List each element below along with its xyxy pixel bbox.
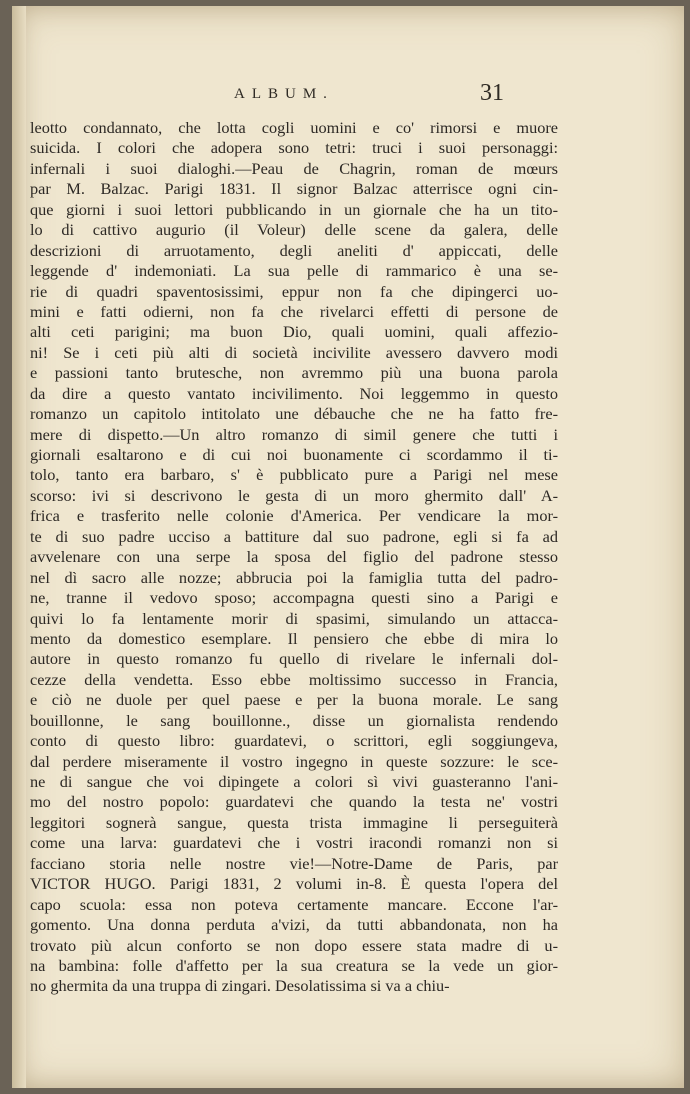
text-line: scorso: ivi si descrivono le gesta di un moro ghermito dall' A- xyxy=(30,485,558,505)
text-line: mini e fatti odierni, non fa che rivelarci effetti di persone de xyxy=(30,301,558,321)
text-line: e passioni tanto brutesche, non avremmo più una buona parola xyxy=(30,363,558,383)
text-line: come una larva: guardatevi che i vostri iracondi romanzi non si xyxy=(30,833,558,853)
text-line: cezze della vendetta. Esso ebbe moltissimo successo in Francia, xyxy=(30,669,558,689)
text-line: dal perdere miseramente il vostro ingegno in queste sozzure: le sce- xyxy=(30,751,558,771)
text-line: avvelenare con una serpe la sposa del figlio del padrone stesso xyxy=(30,547,558,567)
text-line: leggende d' indemoniati. La sua pelle di rammarico è una se- xyxy=(30,261,558,281)
text-line: suicida. I colori che adopera sono tetri: truci i suoi personaggi: xyxy=(30,138,558,158)
text-line: mento da domestico esemplare. Il pensiero che ebbe di mira lo xyxy=(30,628,558,648)
body-text xyxy=(30,118,558,997)
text-line: ne di sangue che voi dipingete a colori sì vivi guasteranno l'ani- xyxy=(30,772,558,791)
text-line: facciano storia nelle nostre vie!—Notre-Dame de Paris, par xyxy=(30,853,558,873)
text-line: bouillonne, le sang bouillonne., disse un giornalista rendendo xyxy=(30,710,558,730)
text-line: descrizioni di arruotamento, degli aneliti d' appiccati, delle xyxy=(30,240,558,260)
text-line: lo di cattivo augurio (il Voleur) delle scene da galera, delle xyxy=(30,220,558,240)
text-line: mere di dispetto.—Un altro romanzo di simil genere che tutti i xyxy=(30,424,558,444)
running-header xyxy=(12,80,684,114)
text-line: na bambina: folle d'affetto per la sua creatura se la vede un gior- xyxy=(30,955,558,975)
text-line: alti ceti parigini; ma buon Dio, quali uomini, quali affezio- xyxy=(30,322,558,342)
text-line: da dire a questo vantato incivilimento. Noi leggemmo in questo xyxy=(30,383,558,403)
text-line: capo scuola: essa non poteva certamente mancare. Eccone l'ar- xyxy=(30,894,558,914)
text-line: ne, tranne il vedovo sposo; accompagna questi sino a Parigi e xyxy=(30,588,558,608)
text-line: frica e trasferito nelle colonie d'America. Per vendicare la mor- xyxy=(30,506,558,526)
text-line: te di suo padre ucciso a battiture dal suo padrone, egli si fa ad xyxy=(30,526,558,546)
text-line: ni! Se i ceti più alti di società incivilite avessero davvero modi xyxy=(30,342,558,362)
book-page xyxy=(12,6,684,1088)
page-number: 31 xyxy=(480,80,504,106)
text-line: autore in questo romanzo fu quello di rivelare le infernali dol- xyxy=(30,649,558,669)
text-line: trovato più alcun conforto se non dopo essere stata madre di u- xyxy=(30,935,558,955)
text-line: conto di questo libro: guardatevi, o scrittori, egli soggiungeva, xyxy=(30,731,558,751)
text-line: mo del nostro popolo: guardatevi che quando la testa ne' vostri xyxy=(30,792,558,812)
text-line: par M. Balzac. Parigi 1831. Il signor Balzac atterrisce ogni cin- xyxy=(30,179,558,199)
text-line: leggitori sognerà sangue, questa trista immagine li perseguiterà xyxy=(30,812,558,832)
text-line: rie di quadri spaventosissimi, eppur non fa che dipingerci uo- xyxy=(30,281,558,301)
text-line: quivi lo fa lentamente morir di spasimi, simulando un attacca- xyxy=(30,608,558,628)
text-line: tolo, tanto era barbaro, s' è pubblicato pure a Parigi nel mese xyxy=(30,465,558,485)
running-title: ALBUM. xyxy=(234,86,334,102)
text-line: infernali i suoi dialoghi.—Peau de Chagrin, roman de mœurs xyxy=(30,158,558,178)
text-line: VICTOR HUGO. Parigi 1831, 2 volumi in-8. È questa l'opera del xyxy=(30,874,558,894)
text-line: giornali esaltarono e di cui noi buonamente ci scordammo il ti- xyxy=(30,445,558,464)
text-line: nel dì sacro alle nozze; abbrucia poi la famiglia tutta del padro- xyxy=(30,567,558,587)
text-line: gomento. Una donna perduta a'vizi, da tutti abbandonata, non ha xyxy=(30,915,558,935)
text-line: e ciò ne duole per quel paese e per la buona morale. Le sang xyxy=(30,690,558,710)
text-line: leotto condannato, che lotta cogli uomini e co' rimorsi e muore xyxy=(30,118,558,137)
text-line: no ghermita da una truppa di zingari. Desolatissima si va a chiu- xyxy=(30,976,450,996)
text-line: romanzo un capitolo intitolato une débauche che ne ha fatto fre- xyxy=(30,404,558,424)
page-spine-shadow xyxy=(12,6,26,1088)
text-line: que giorni i suoi lettori pubblicando in un giornale che ha un tito- xyxy=(30,199,558,219)
